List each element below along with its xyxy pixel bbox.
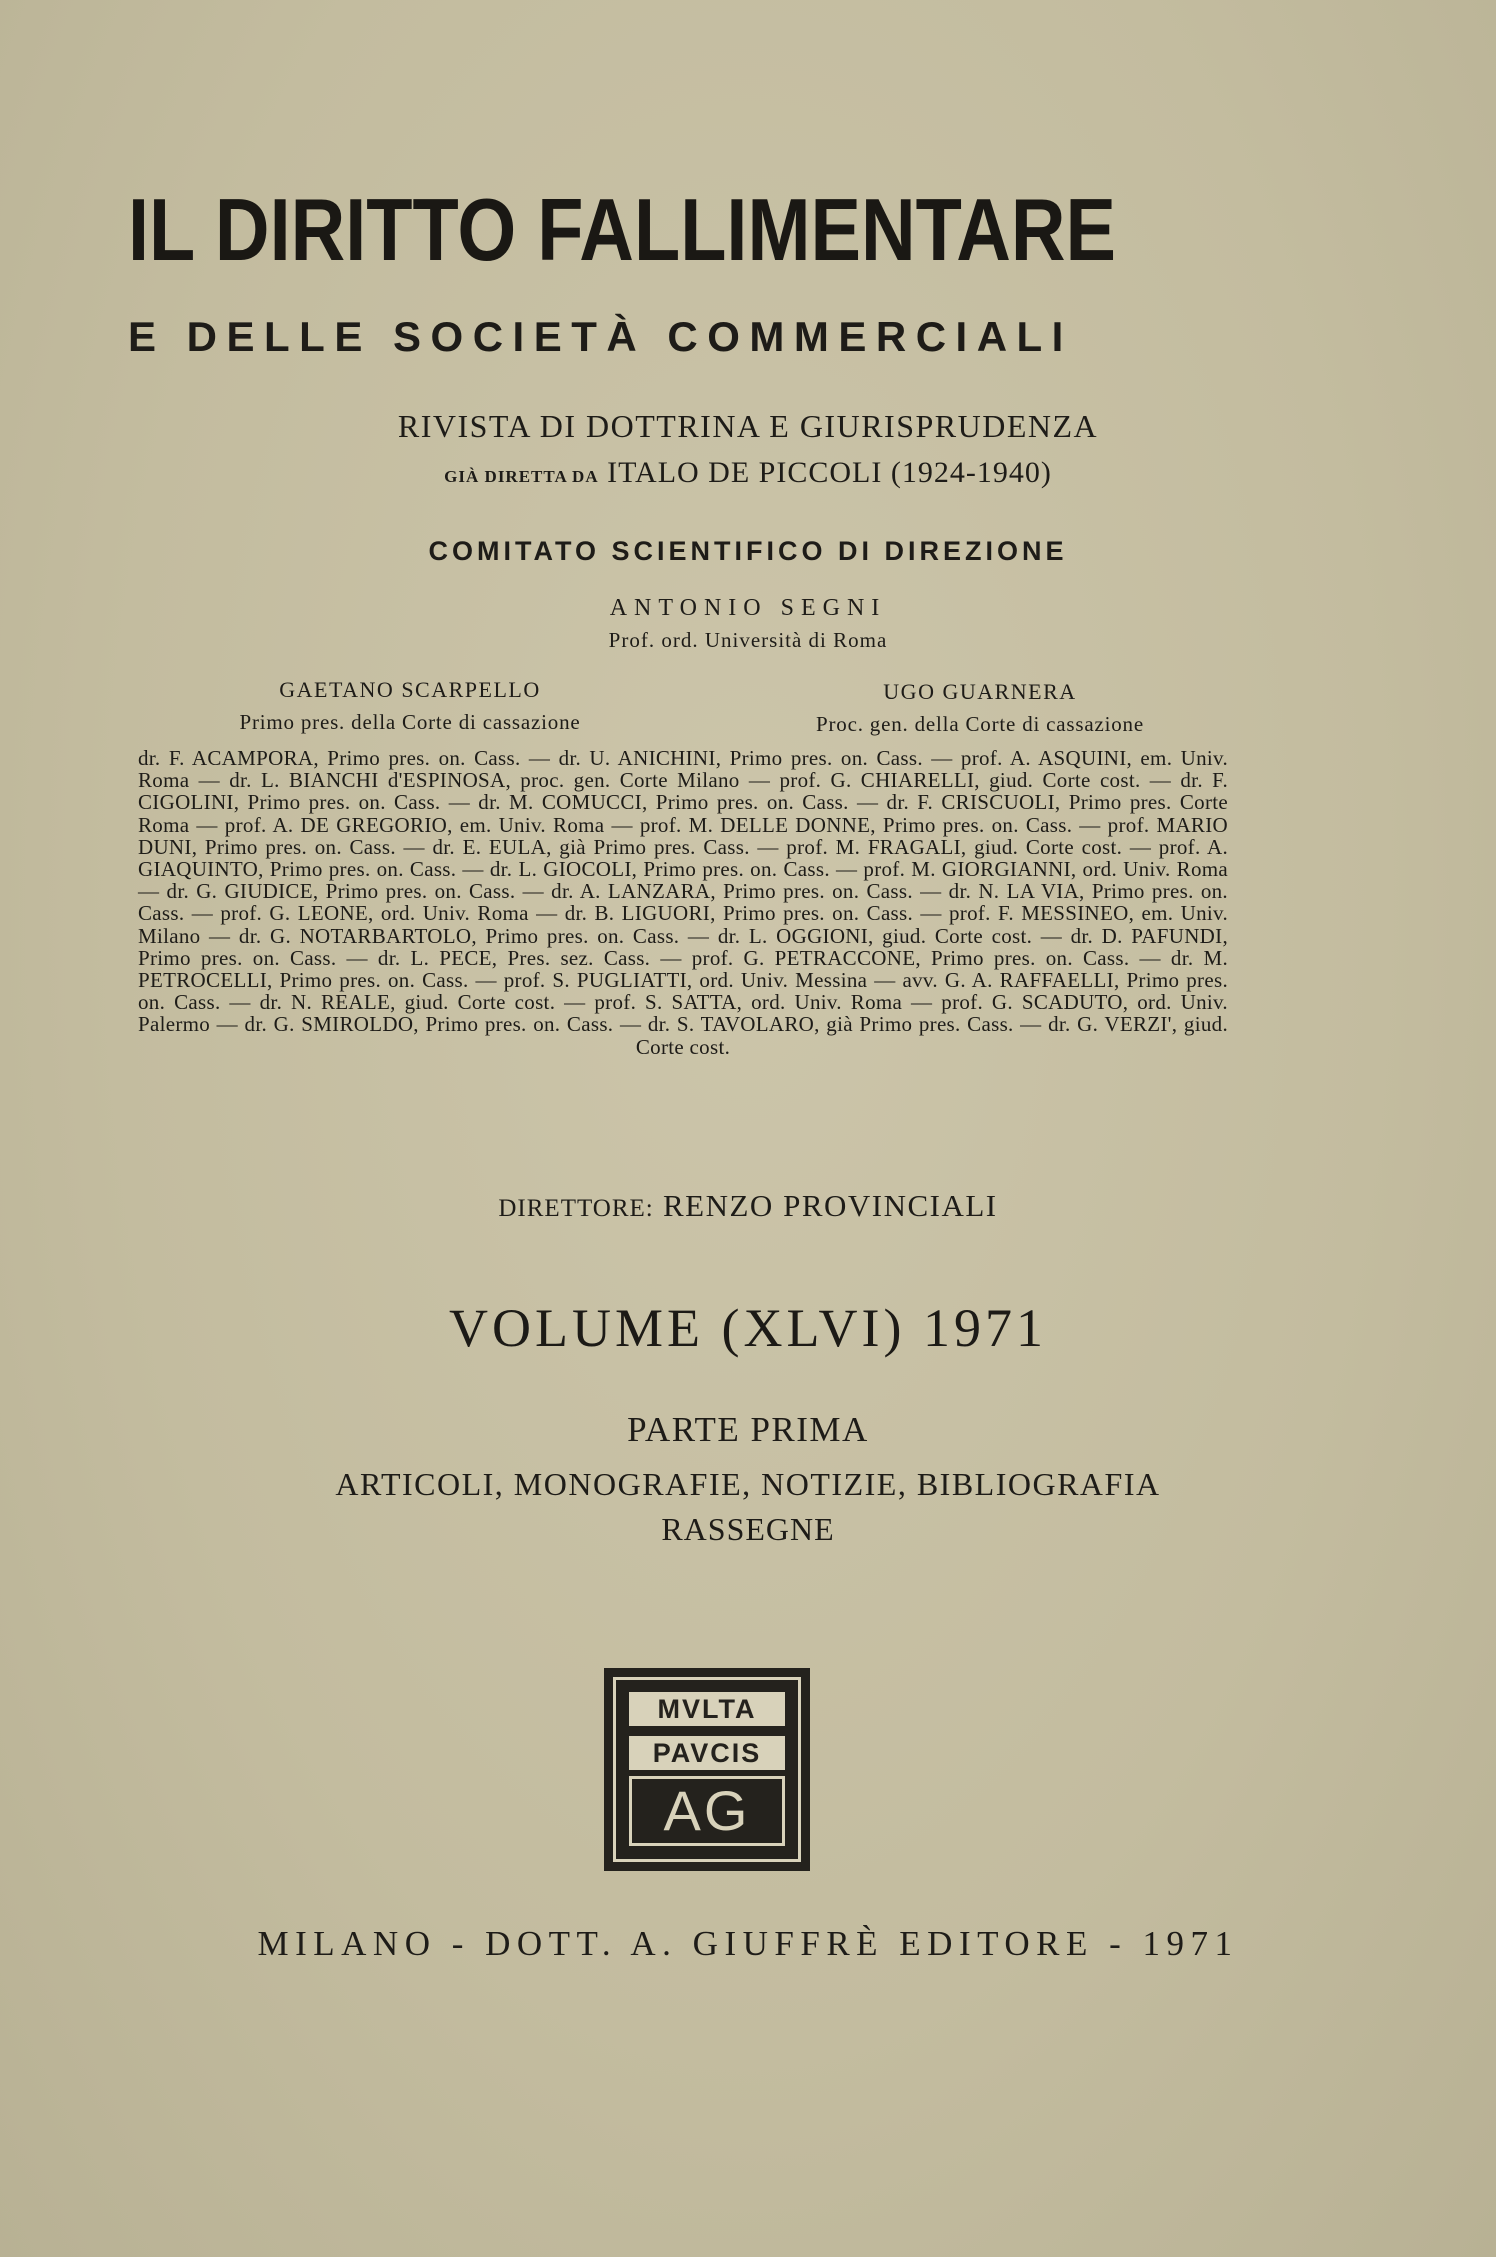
part-title: PARTE PRIMA	[627, 1410, 869, 1449]
founder-prefix: GIÀ DIRETTA DA	[444, 467, 599, 486]
director-name: RENZO PROVINCIALI	[663, 1188, 998, 1223]
committee-members-list: dr. F. ACAMPORA, Primo pres. on. Cass. — dr. U. ANICHINI, Primo pres. on. Cass. — prof. A. ASQUINI, em. Univ. Roma — dr. L. BIANCHI d'ESPINOSA, proc. gen. Corte Milano — prof. G. CHIARELLI, giud. Corte cost. — dr. F. CIGOLINI, Primo pres. on. Cass. — dr. M. COMUCCI, Primo pres. on. Cass. — dr. F. CRISCUOLI, Primo pres. Corte Roma — prof. A. DE GREGORIO, em. Univ. Roma — prof. M. DELLE DONNE, Primo pres. on. Cass. — prof. MARIO DUNI, Primo pres. on. Cass. — dr. E. EULA, già Primo pres. Cass. — prof. M. FRAGALI, giud. Corte cost. — prof. A. GIAQUINTO, Primo pres. on. Cass. — dr. L. GIOCOLI, Primo pres. on. Cass. — prof. M. GIORGIANNI, ord. Univ. Roma — dr. G. GIUDICE, Primo pres. on. Cass. — dr. A. LANZARA, Primo pres. on. Cass. — dr. N. LA VIA, Primo pres. on. Cass. — prof. G. LEONE, ord. Univ. Roma — dr. B. LIGUORI, Primo pres. on. Cass. — prof. F. MESSINEO, em. Univ. Milano — dr. G. NOTARBARTOLO, Primo pres. on. Cass. — dr. L. OGGIONI, giud. Corte cost. — dr. D. PAFUNDI, Primo pres. on. Cass. — dr. L. PECE, Pres. sez. Cass. — prof. G. PETRACCONE, Primo pres. on. Cass. — dr. M. PETROCELLI, Primo pres. on. Cass. — prof. S. PUGLIATTI, ord. Univ. Messina — avv. G. A. RAFFAELLI, Primo pres. on. Cass. — dr. N. REALE, giud. Corte cost. — prof. S. SATTA, ord. Univ. Roma — prof. G. SCADUTO, ord. Univ. Palermo — dr. G. SMIROLDO, Primo pres. on. Cass. — dr. S. TAVOLARO, già Primo pres. Cass. — dr. G. VERZI', giud. Corte cost.	[138, 746, 1228, 1059]
part-contents: ARTICOLI, MONOGRAFIE, NOTIZIE, BIBLIOGRAFIA	[335, 1466, 1161, 1502]
publisher-imprint: MILANO - DOTT. A. GIUFFRÈ EDITORE - 1971	[257, 1924, 1239, 1963]
director-label: DIRETTORE:	[498, 1195, 654, 1222]
committee-left-role: Primo pres. della Corte di cassazione	[239, 710, 581, 734]
founder-years: (1924-1940)	[890, 456, 1052, 489]
publisher-logo-icon	[604, 1668, 810, 1871]
journal-subtitle: E DELLE SOCIETÀ COMMERCIALI	[128, 313, 1073, 360]
logo-word-paucis: PAVCIS	[629, 1736, 785, 1770]
committee-heading: COMITATO SCIENTIFICO DI DIREZIONE	[428, 536, 1068, 566]
journal-title: IL DIRITTO FALLIMENTARE	[128, 180, 1117, 279]
journal-description: RIVISTA DI DOTTRINA E GIURISPRUDENZA	[397, 408, 1099, 444]
committee-president-name: ANTONIO SEGNI	[609, 595, 887, 621]
committee-right-name: UGO GUARNERA	[883, 679, 1077, 704]
part-contents-2: RASSEGNE	[661, 1511, 835, 1547]
logo-monogram: AG	[629, 1776, 785, 1846]
committee-president-role: Prof. ord. Università di Roma	[608, 628, 888, 652]
founder-line	[0, 452, 1496, 498]
founder-name: ITALO DE PICCOLI	[607, 456, 883, 489]
volume-title: VOLUME (XLVI) 1971	[449, 1298, 1047, 1358]
logo-frame	[613, 1677, 801, 1862]
committee-left-name: GAETANO SCARPELLO	[279, 677, 541, 702]
committee-right-role: Proc. gen. della Corte di cassazione	[816, 712, 1144, 736]
logo-word-multa: MVLTA	[629, 1692, 785, 1726]
director-line	[0, 1186, 1496, 1229]
